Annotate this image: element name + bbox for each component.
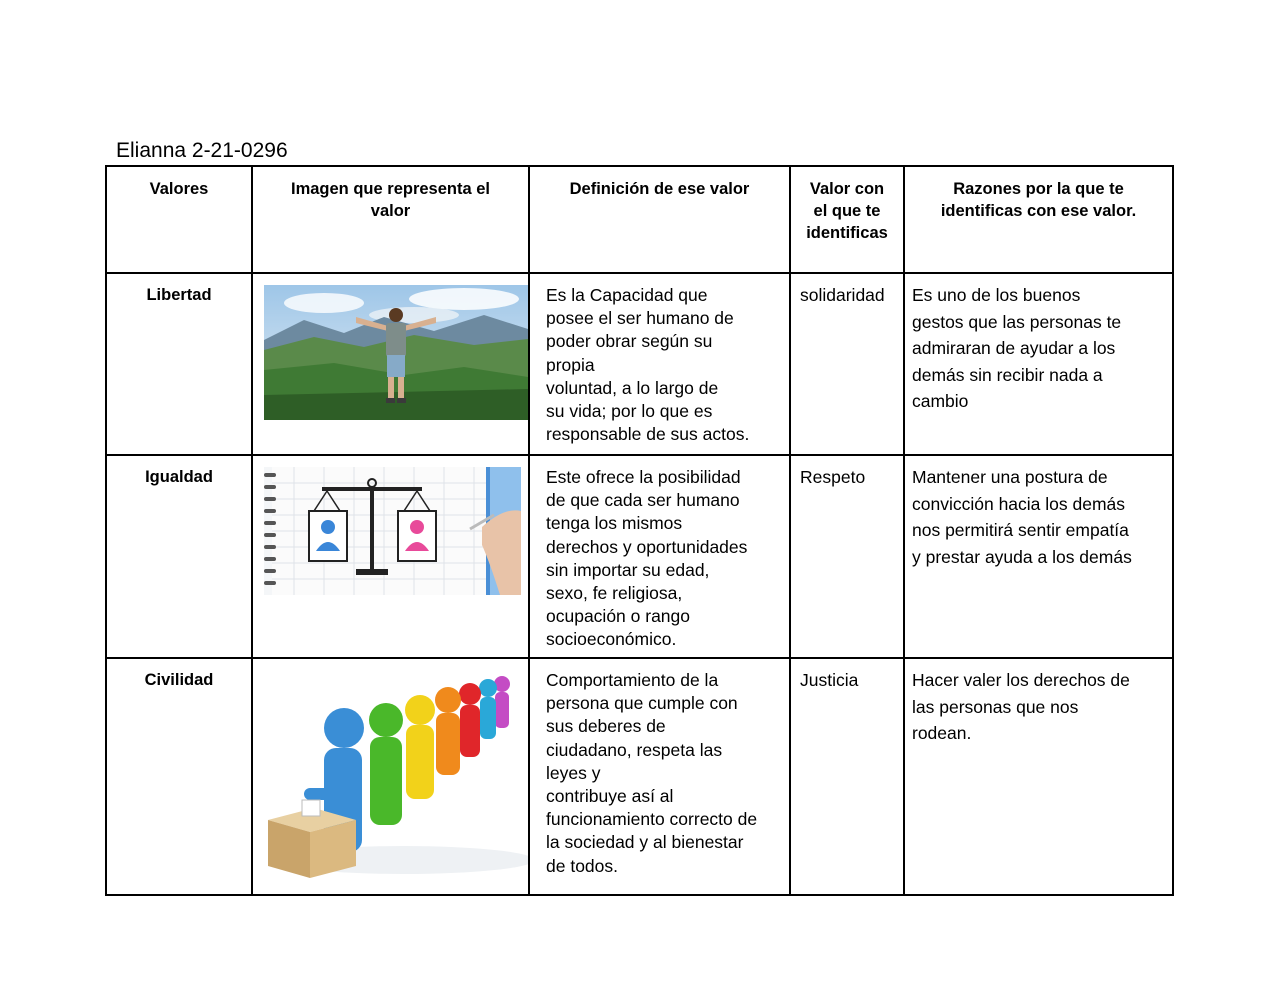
table-header-row bbox=[106, 166, 1173, 273]
header-valor-identificas: Valor con el que te identificas bbox=[790, 166, 904, 273]
image-cell bbox=[252, 273, 529, 455]
table-row bbox=[106, 273, 1173, 455]
definicion-cell: Es la Capacidad que posee el ser humano de poder obrar según su propia voluntad, a lo largo de su vida; por lo que es responsable de sus actos. bbox=[529, 273, 790, 455]
definicion-cell: Comportamiento de la persona que cumple con sus deberes de ciudadano, respeta las leyes y contribuye así al funcionamiento correcto de la sociedad y al bienestar de todos. bbox=[529, 658, 790, 895]
image-cell bbox=[252, 455, 529, 658]
valor-identificado-cell: Respeto bbox=[790, 455, 904, 658]
values-table bbox=[105, 165, 1174, 896]
header-imagen: Imagen que representa el valor bbox=[252, 166, 529, 273]
document-title: Elianna 2-21-0296 bbox=[116, 139, 288, 162]
valor-cell: Igualdad bbox=[106, 455, 252, 658]
header-definicion: Definición de ese valor bbox=[529, 166, 790, 273]
table-row bbox=[106, 455, 1173, 658]
valor-identificado-cell: Justicia bbox=[790, 658, 904, 895]
valor-cell: Libertad bbox=[106, 273, 252, 455]
definicion-cell: Este ofrece la posibilidad de que cada ser humano tenga los mismos derechos y oportunidades sin importar su edad, sexo, fe religiosa, ocupación o rango socioeconómico. bbox=[529, 455, 790, 658]
valor-cell: Civilidad bbox=[106, 658, 252, 895]
razones-cell: Es uno de los buenos gestos que las personas te admiraran de ayudar a los demás sin recibir nada a cambio bbox=[904, 273, 1173, 455]
person-arms-open-mountain-image bbox=[264, 285, 528, 420]
razones-cell: Mantener una postura de convicción hacia los demás nos permitirá sentir empatía y prestar ayuda a los demás bbox=[904, 455, 1173, 658]
razones-cell: Hacer valer los derechos de las personas que nos rodean. bbox=[904, 658, 1173, 895]
balance-scale-equality-image bbox=[264, 467, 521, 595]
valor-identificado-cell: solidaridad bbox=[790, 273, 904, 455]
table-row bbox=[106, 658, 1173, 895]
image-cell bbox=[252, 658, 529, 895]
header-razones: Razones por la que te identificas con ese valor. bbox=[904, 166, 1173, 273]
header-valores: Valores bbox=[106, 166, 252, 273]
people-voting-line-image bbox=[264, 670, 528, 881]
